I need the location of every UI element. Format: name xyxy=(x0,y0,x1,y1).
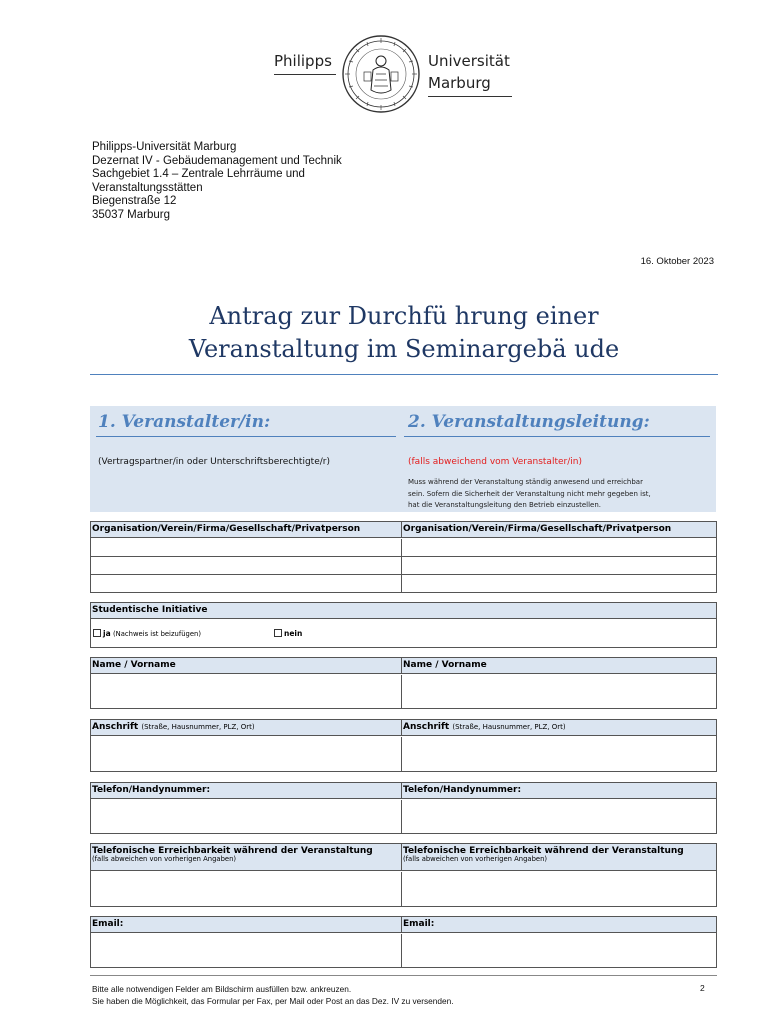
footer-line-1: Bitte alle notwendigen Felder am Bildschirm ausfüllen bzw. ankreuzen. xyxy=(92,984,352,994)
org-field-right-2[interactable] xyxy=(401,557,716,575)
phone-table xyxy=(90,782,717,834)
reach-field-left[interactable] xyxy=(91,872,401,906)
section-subtitle-event-lead: (falls abweichend vom Veranstalter/in) xyxy=(408,457,582,467)
address-line: Biegenstraße 12 xyxy=(92,195,177,208)
section-heading-event-lead: 2. Veranstaltungsleitung: xyxy=(408,412,650,432)
document-title xyxy=(90,300,718,366)
address-label-text: Anschrift xyxy=(92,722,139,732)
title-line-2: Veranstaltung im Seminargebä ude xyxy=(188,335,620,363)
org-field-left-2[interactable] xyxy=(91,557,401,575)
address-header-left xyxy=(91,720,401,736)
university-seal-icon xyxy=(340,34,422,114)
address-line: Sachgebiet 1.4 – Zentrale Lehrräume und xyxy=(92,168,305,181)
document-date: 16. Oktober 2023 xyxy=(640,256,714,267)
checkbox-ja-hint: (Nachweis ist beizufügen) xyxy=(113,630,201,638)
student-initiative-table xyxy=(90,602,717,648)
section-rule-right xyxy=(404,436,710,437)
email-label-left: Email: xyxy=(92,919,124,929)
email-field-left[interactable] xyxy=(91,934,401,967)
name-field-left[interactable] xyxy=(91,675,401,708)
name-header-left xyxy=(91,658,401,674)
email-table xyxy=(90,916,717,968)
section-rule-left xyxy=(96,436,396,437)
address-line: 35037 Marburg xyxy=(92,208,170,221)
phone-field-left[interactable] xyxy=(91,800,401,833)
email-field-right[interactable] xyxy=(401,934,716,967)
checkbox-ja-label: ja xyxy=(103,629,111,638)
logo-text-marburg: Marburg xyxy=(428,74,491,92)
reachability-table xyxy=(90,843,717,907)
reach-field-right[interactable] xyxy=(401,872,716,906)
name-header-right xyxy=(401,658,716,674)
logo-rule-right xyxy=(428,96,512,97)
organisation-table xyxy=(90,521,717,593)
phone-label-right: Telefon/Handynummer: xyxy=(403,785,522,795)
org-field-left-3[interactable] xyxy=(91,575,401,592)
address-header-right xyxy=(401,720,716,736)
checkbox-icon[interactable] xyxy=(93,629,101,637)
logo-text-universitaet: Universität xyxy=(428,52,510,70)
reach-header-right xyxy=(401,844,716,871)
address-hint: (Straße, Hausnummer, PLZ, Ort) xyxy=(452,723,566,731)
org-label-right: Organisation/Verein/Firma/Gesellschaft/Privatperson xyxy=(403,524,672,534)
reach-label-right: Telefonische Erreichbarkeit während der Veranstaltung xyxy=(403,846,684,856)
title-line-1: Antrag zur Durchfü hrung einer xyxy=(209,302,599,330)
name-table xyxy=(90,657,717,709)
logo-text-philipps: Philipps xyxy=(274,52,332,70)
name-field-right[interactable] xyxy=(401,675,716,708)
name-label-left: Name / Vorname xyxy=(92,660,176,670)
student-initiative-header xyxy=(91,603,716,619)
address-field-right[interactable] xyxy=(401,737,716,771)
recipient-address xyxy=(92,141,342,223)
email-header-right xyxy=(401,917,716,933)
reach-label-left: Telefonische Erreichbarkeit während der Veranstaltung xyxy=(92,846,373,856)
checkbox-ja[interactable] xyxy=(93,629,201,638)
phone-header-right xyxy=(401,783,716,799)
email-label-right: Email: xyxy=(403,919,435,929)
address-line: Philipps-Universität Marburg xyxy=(92,141,237,153)
org-field-right-3[interactable] xyxy=(401,575,716,592)
reach-hint-left: (falls abweichen von vorherigen Angaben) xyxy=(92,855,237,863)
address-label-right xyxy=(403,722,566,732)
university-logo xyxy=(270,32,520,112)
address-line: Veranstaltungsstätten xyxy=(92,181,203,194)
section-heading-organizer: 1. Veranstalter/in: xyxy=(98,412,271,432)
reach-hint-right: (falls abweichen von vorherigen Angaben) xyxy=(403,855,548,863)
email-header-left xyxy=(91,917,401,933)
org-field-right-1[interactable] xyxy=(401,539,716,557)
name-label-right: Name / Vorname xyxy=(403,660,487,670)
page-number: 2 xyxy=(700,983,705,993)
address-table xyxy=(90,719,717,772)
note-line: sein. Sofern die Sicherheit der Veranstaltung nicht mehr gegeben ist, xyxy=(408,489,651,498)
org-header-right xyxy=(401,522,716,538)
student-initiative-label: Studentische Initiative xyxy=(92,605,208,615)
phone-header-left xyxy=(91,783,401,799)
org-header-left xyxy=(91,522,401,538)
checkbox-icon[interactable] xyxy=(274,629,282,637)
checkbox-nein-label: nein xyxy=(284,629,303,638)
address-label-text: Anschrift xyxy=(403,722,450,732)
note-line: Muss während der Veranstaltung ständig anwesend und erreichbar xyxy=(408,478,643,486)
event-lead-note xyxy=(408,477,708,512)
footer-instructions xyxy=(92,983,454,1007)
section-header-box xyxy=(90,406,716,512)
org-field-left-1[interactable] xyxy=(91,539,401,557)
address-field-left[interactable] xyxy=(91,737,401,771)
note-line: hat die Veranstaltungsleitung den Betrieb einzustellen. xyxy=(408,501,602,509)
section-subtitle-organizer: (Vertragspartner/in oder Unterschriftsberechtigte/r) xyxy=(98,457,330,467)
reach-header-left xyxy=(91,844,401,871)
footer-divider xyxy=(90,975,717,976)
address-hint: (Straße, Hausnummer, PLZ, Ort) xyxy=(141,723,255,731)
phone-label-left: Telefon/Handynummer: xyxy=(92,785,211,795)
footer-line-2: Sie haben die Möglichkeit, das Formular per Fax, per Mail oder Post an das Dez. IV zu versenden. xyxy=(92,996,454,1006)
address-label-left xyxy=(92,722,255,732)
checkbox-nein[interactable] xyxy=(274,629,302,638)
logo-rule-left xyxy=(274,74,336,75)
phone-field-right[interactable] xyxy=(401,800,716,833)
org-label-left: Organisation/Verein/Firma/Gesellschaft/Privatperson xyxy=(92,524,361,534)
title-divider xyxy=(90,374,718,375)
address-line: Dezernat IV - Gebäudemanagement und Technik xyxy=(92,154,342,167)
